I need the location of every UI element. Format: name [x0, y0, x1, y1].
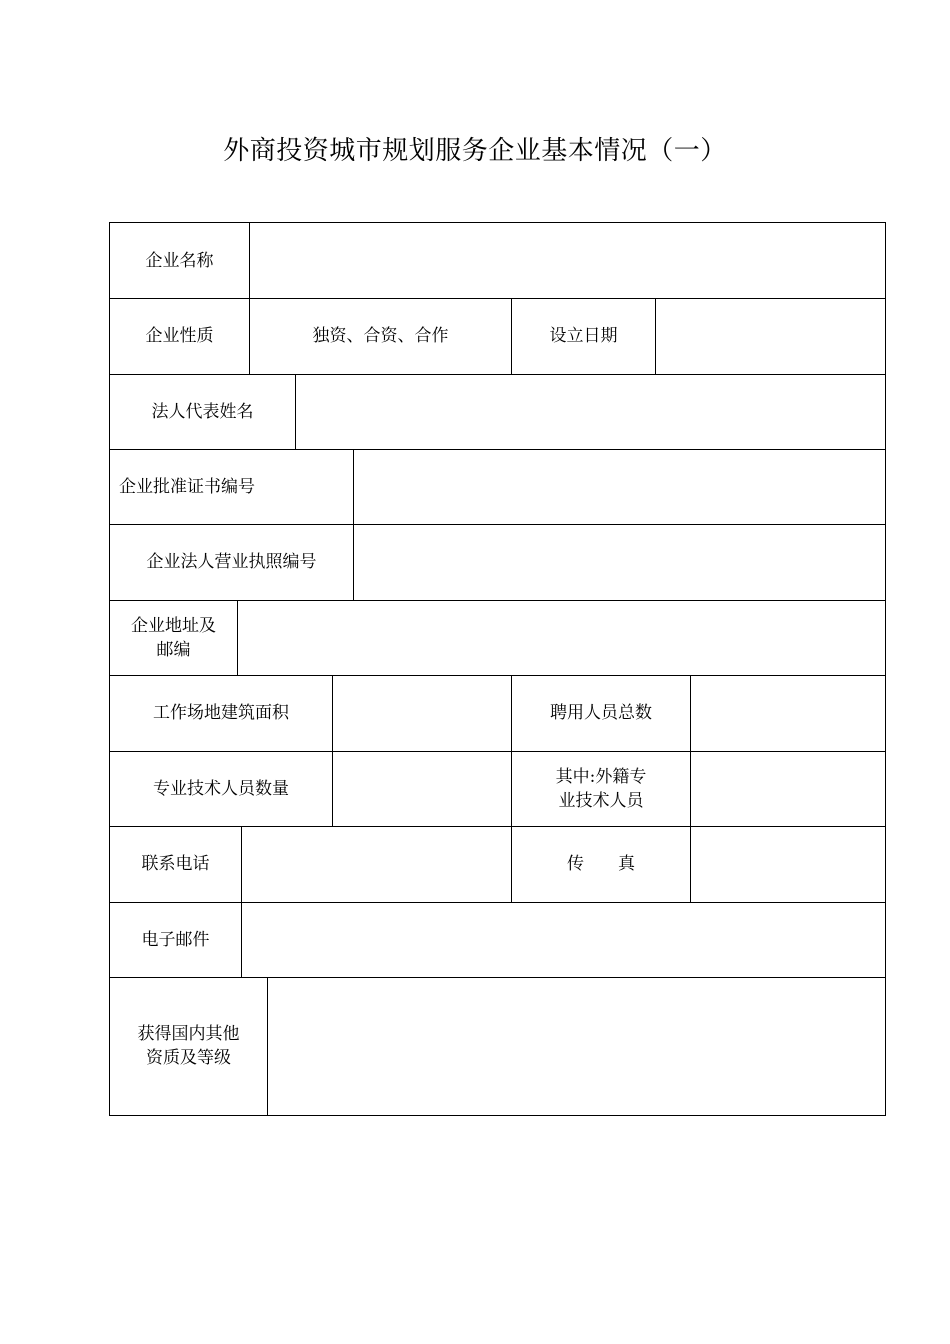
approval-cert-field[interactable]	[354, 449, 886, 524]
business-license-field[interactable]	[354, 524, 886, 600]
total-staff-label: 聘用人员总数	[550, 703, 652, 723]
phone-field[interactable]	[242, 826, 511, 902]
tech-staff-field[interactable]	[333, 751, 511, 826]
phone-label: 联系电话	[141, 854, 210, 874]
address-label	[110, 600, 237, 675]
company-info-form	[109, 222, 886, 1116]
company-name-field[interactable]	[250, 223, 886, 298]
floor-area-field[interactable]	[333, 675, 511, 751]
qualification-label	[110, 977, 267, 1115]
address-label-line1: 企业地址及	[131, 615, 216, 636]
legal-rep-field[interactable]	[296, 374, 886, 449]
foreign-tech-label	[512, 751, 690, 826]
email-label: 电子邮件	[141, 929, 210, 950]
establish-date-label: 设立日期	[549, 326, 618, 346]
page-title: 外商投资城市规划服务企业基本情况（一）	[223, 136, 727, 166]
business-license-label: 企业法人营业执照编号	[146, 552, 317, 572]
company-nature-options[interactable]: 独资、合资、合作	[312, 326, 449, 346]
address-label-line2: 邮编	[156, 639, 191, 660]
establish-date-field[interactable]	[656, 298, 886, 374]
foreign-tech-field[interactable]	[691, 751, 886, 826]
total-staff-field[interactable]	[691, 675, 886, 751]
company-nature-label: 企业性质	[145, 326, 214, 346]
fax-label: 传 真	[567, 854, 635, 874]
floor-area-label: 工作场地建筑面积	[153, 703, 289, 723]
tech-staff-label: 专业技术人员数量	[153, 778, 289, 799]
legal-rep-label: 法人代表姓名	[151, 401, 254, 422]
qualification-label-line2: 资质及等级	[146, 1048, 231, 1068]
qualification-field[interactable]	[268, 977, 886, 1115]
foreign-tech-label-line2: 业技术人员	[558, 790, 644, 811]
foreign-tech-label-line1: 其中:外籍专	[555, 766, 647, 787]
qualification-label-line1: 获得国内其他	[137, 1024, 240, 1044]
email-field[interactable]	[242, 902, 886, 977]
address-field[interactable]	[238, 600, 886, 675]
company-name-label: 企业名称	[145, 250, 214, 271]
approval-cert-label: 企业批准证书编号	[119, 476, 255, 497]
fax-field[interactable]	[691, 826, 886, 902]
